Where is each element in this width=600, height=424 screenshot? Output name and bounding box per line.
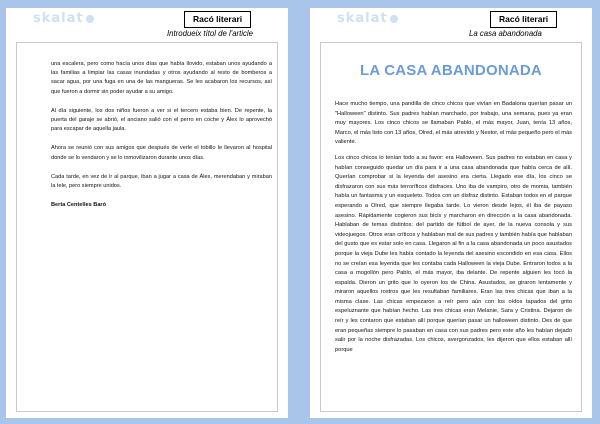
left-page bbox=[6, 8, 288, 418]
paragraph: Al día siguiente, los dos niños fueron a ver si el tercero estaba bien. De repente, la puerta del garaje se abrió, el anciano salió con el perro en coche y Álex lo aprovechó para escapar de aquella jaula. bbox=[51, 107, 272, 133]
paragraph: una escalera, pero como hacía unos días que había llovido, estaban unos ayudando a las familias a limpiar las casas inundadas y otros ayudando al resto de bomberos a sacar agua, por una fuga en una de las mangueras. Se les acabaron los recursos, así que fueron a dormir sin poder ayudar a su amigo. bbox=[51, 61, 272, 95]
story-title: LA CASA ABANDONADA bbox=[360, 62, 542, 79]
paragraph: Ahora se reunió con sus amigos que después de verle el tobillo le llevaron al hospital donde se lo vendaron y se lo inmovilizaron durante unos días. bbox=[51, 145, 272, 161]
article-body bbox=[51, 60, 272, 220]
article-body bbox=[335, 100, 572, 361]
section-label: Racó literari bbox=[490, 11, 557, 28]
section-label: Racó literari bbox=[184, 11, 251, 28]
skalat-logo bbox=[33, 11, 94, 26]
logo-bubble-icon bbox=[86, 15, 94, 23]
logo-text: skalat bbox=[337, 11, 388, 26]
author-name: Berta Centelles Baró bbox=[51, 202, 107, 209]
article-subtitle: La casa abandonada bbox=[469, 29, 542, 38]
paragraph: Los cinco chicos lo tenían todo a su favor: era Halloween. Sus padres no estaban en casa y habían conseguido quedar un día para ir a una casa abandonada que había cerca de allí. Querían comprobar si la leyenda del asesino era cierta. Llegado ese día, los cinco se disfrazaron con sus más terroríficos disfraces. Uno iba de vampiro, otro de momia, también había un fantasma y un esqueleto. Todos con un disfraz distinto. Estaban todos en el parque esperando a Olred, que siempre llegaba tarde. Lo vieron desde lejos, él iba de payaso asesino. Rápidamente cogieron sus bicis y marcharon en dirección a la casa abandonada. Hablaban de temas distintos: del partido de fútbol de ayer, de la nueva consola y sus videojuegos. Otros eran críticos y hablaban mal de sus padres y también había que hablaban del gusto que es estar solo en casa. Llegaron al fin a la casa abandonada un poco asustados porque la vieja Dube les había contado la leyenda del asesino escondido en esa casa. Ellos no se creían esa leyenda que les contaba cada Halloween la vieja Dube. Entraron todos a la casa a mogollón pero Pablo, el más mayor, iba delante. De repente alguien les tocó la espalda. Dieron un grito que lo oyeron los de China. Asustados, se giraron lentamente y miraron aquellos rostros que les resultaban familiares. Eran las tres chicas que iban a la misma clase. Las chicas empezaron a reír pero aún con los oídos tapados del grito espeluznante que habían hecho. Las tres chicas eran Melanie, Sara y Cristina. Dejaron de reír y les contaron que estaban allí porque querían pasar un halloween distinto. Des de que eran pequeñas siempre lo pasaban en casa con sus padres pero este año les habían dejado salir por la noche disfrazadas. Los chicos, avergonzados, les dijeron que ellos estaban allí porque bbox=[335, 154, 572, 353]
right-page bbox=[310, 8, 592, 418]
paragraph: Cada tarde, en vez de ir al parque, iban a jugar a casa de Álex, merendaban y miraban la tele, pero siempre unidos. bbox=[51, 173, 272, 190]
logo-bubble-icon bbox=[390, 15, 398, 23]
skalat-logo bbox=[337, 11, 398, 26]
paragraph: Hace mucho tiempo, una pandilla de cinco chicos que vivían en Badalona querían pasar un "Halloween" distinto. Sus padres habían marchado, por trabajo, una semana, pues ya eran muy mayores. Los cinco chicos se llamaban Pablo, el más mayor, Juan, tenía 13 años, Marco, el más listo con 13 años, Olred, el más atrevido y Nestor, el más pequeño pero el más valiente. bbox=[335, 101, 572, 146]
article-title-hint: Introdueix títol de l'article bbox=[167, 29, 253, 38]
logo-text: skalat bbox=[33, 11, 84, 26]
